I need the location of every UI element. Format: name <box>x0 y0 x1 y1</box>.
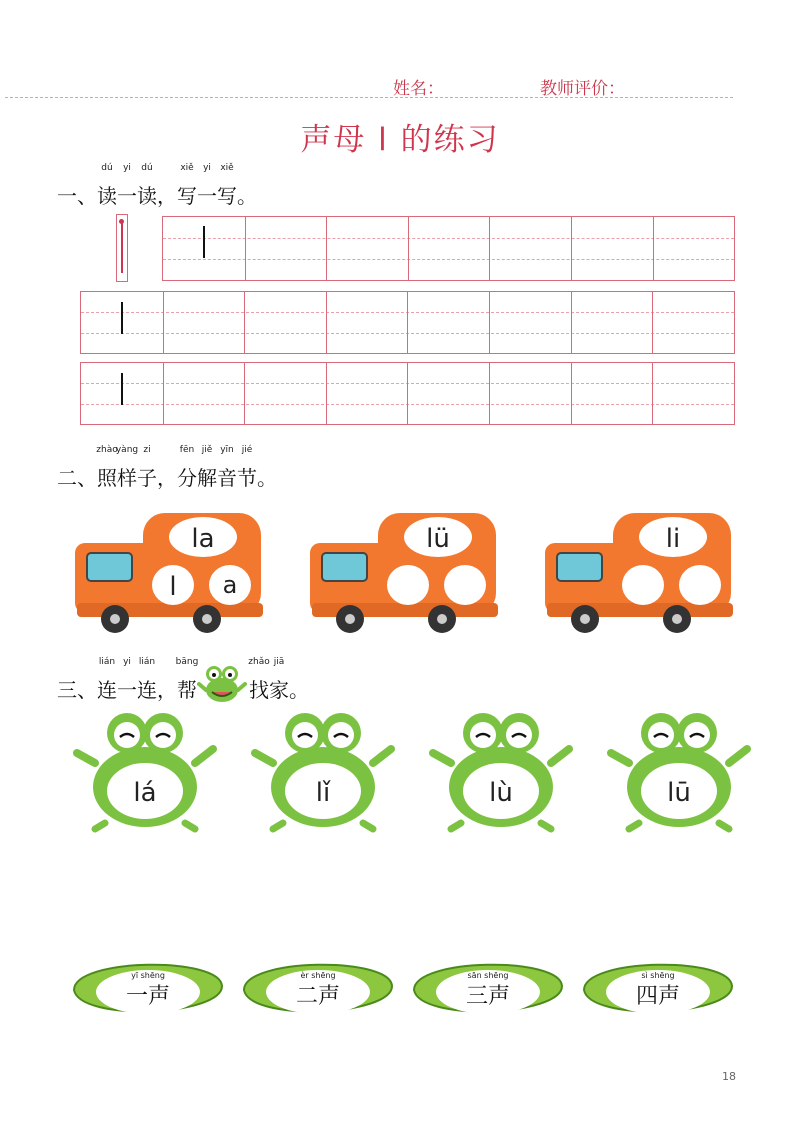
lily-pad-tone: 二声 <box>295 984 341 1009</box>
frog-syllable: lǐ <box>315 778 331 808</box>
section2.words-char: 子 zi <box>137 462 157 491</box>
grid-cell-divider <box>163 363 164 424</box>
stroke-start-dot-icon <box>119 219 124 224</box>
truck <box>545 513 733 633</box>
hubcap-icon <box>345 614 355 624</box>
frogs-area <box>60 705 760 835</box>
frog-syllable: lù <box>489 778 513 808</box>
grid-cell-divider <box>489 292 490 353</box>
section3.words_after-char: 。 <box>289 678 309 702</box>
section2-number: 二、 <box>57 466 97 490</box>
pinyin-annotation: yīn <box>220 445 234 455</box>
truck-window <box>87 553 132 581</box>
pinyin-annotation: dú <box>141 163 153 173</box>
truck-window <box>322 553 367 581</box>
section2.words-char: 。 <box>257 466 277 490</box>
letter-l-sample <box>121 373 123 405</box>
lily-pad-pinyin: sì shēng <box>641 971 675 980</box>
frog <box>77 713 213 829</box>
lily-pad-tone: 四声 <box>635 984 681 1009</box>
grid-cell-divider <box>571 363 572 424</box>
pinyin-annotation: bāng <box>175 657 199 667</box>
section1.words-char: 。 <box>237 184 257 208</box>
grid-cell-divider <box>571 292 572 353</box>
truck <box>310 513 498 633</box>
final-bubble[interactable] <box>444 565 486 605</box>
lily-pad[interactable] <box>584 965 732 1014</box>
writing-grid-row-2[interactable] <box>80 291 735 354</box>
frog <box>433 713 569 829</box>
grid-cell-divider <box>653 217 654 280</box>
section2.words-char: 节 jié <box>237 462 257 491</box>
grid-cell-divider <box>326 363 327 424</box>
section3.words_before-char: ， <box>157 678 177 702</box>
pinyin-annotation: jiě <box>201 445 213 455</box>
initial-bubble[interactable] <box>387 565 429 605</box>
section1.words-char: ， <box>157 184 177 208</box>
name-label: 姓名： <box>393 79 444 99</box>
truck-syllable: lü <box>426 524 450 554</box>
page-number: 18 <box>722 1070 736 1083</box>
header-divider <box>5 97 733 98</box>
guide-line <box>163 259 734 260</box>
grid-cell-divider <box>407 292 408 353</box>
frog-inline-icon <box>197 682 249 702</box>
section2.words-char: 照 zhào <box>97 462 117 491</box>
grid-cell-divider <box>408 217 409 280</box>
pinyin-annotation: jiā <box>273 657 285 667</box>
pinyin-annotation: dú <box>101 163 113 173</box>
section3.words_after-char: 家 jiā <box>269 674 289 703</box>
letter-l-sample <box>121 302 123 334</box>
pinyin-annotation: xiě <box>220 163 234 173</box>
grid-cell-divider <box>244 363 245 424</box>
section1.words-char: 一 yi <box>117 180 137 209</box>
grid-cell-divider <box>489 363 490 424</box>
section3.words_before-char: 连 lián <box>137 674 157 703</box>
leaves-area <box>60 950 760 1030</box>
section2.words-char: ， <box>157 466 177 490</box>
lily-pad-tone: 一声 <box>125 984 171 1009</box>
grid-cell-divider <box>652 292 653 353</box>
grid-cell-divider <box>326 292 327 353</box>
truck-final: a <box>222 571 238 599</box>
section3.words_after-char: 找 zhǎo <box>249 674 269 703</box>
hubcap-icon <box>437 614 447 624</box>
pinyin-annotation: zhǎo <box>248 657 270 667</box>
grid-cell-divider <box>245 217 246 280</box>
lily-pad[interactable] <box>244 965 392 1014</box>
truck-initial: l <box>169 572 177 602</box>
frog <box>255 713 391 829</box>
frog-syllable: lá <box>133 778 157 808</box>
truck-syllable: la <box>191 524 215 554</box>
grid-cell-divider <box>163 292 164 353</box>
hubcap-icon <box>672 614 682 624</box>
trucks-area <box>70 500 760 640</box>
pinyin-annotation: xiě <box>180 163 194 173</box>
section2.words-char: 音 yīn <box>217 462 237 491</box>
lily-pad-pinyin: yī shēng <box>131 971 165 980</box>
pinyin-annotation: jié <box>241 445 253 455</box>
stroke-arrow-icon <box>121 221 123 273</box>
pinyin-annotation: zi <box>143 445 151 455</box>
hubcap-icon <box>110 614 120 624</box>
section1-number: 一、 <box>57 184 97 208</box>
section2-heading <box>57 445 277 491</box>
lily-pad-pinyin: èr shēng <box>300 971 336 980</box>
hubcap-icon <box>202 614 212 624</box>
section3.words_before-char: 一 yi <box>117 674 137 703</box>
lily-pad[interactable] <box>74 965 222 1014</box>
section2.words-char: 解 jiě <box>197 462 217 491</box>
section3-number: 三、 <box>57 678 97 702</box>
section1.words-char: 读 dú <box>97 180 117 209</box>
grid-cell-divider <box>244 292 245 353</box>
section2.words-char: 样 yàng <box>117 462 137 491</box>
pinyin-annotation: lián <box>98 657 116 667</box>
lily-pad-tone: 三声 <box>465 984 511 1009</box>
grid-cell-divider <box>652 363 653 424</box>
section1.words-char: 读 dú <box>137 180 157 209</box>
section3.words_before-char: 连 lián <box>97 674 117 703</box>
grid-cell-divider <box>571 217 572 280</box>
pinyin-annotation: fēn <box>179 445 195 455</box>
section1.words-char: 写 xiě <box>217 180 237 209</box>
stroke-order-demo <box>116 214 128 282</box>
writing-grid-row-3[interactable] <box>80 362 735 425</box>
writing-grid-row-1[interactable] <box>162 216 735 281</box>
truck-window <box>557 553 602 581</box>
grid-cell-divider <box>489 217 490 280</box>
pinyin-annotation: lián <box>138 657 156 667</box>
section1-heading <box>57 163 257 209</box>
pinyin-annotation: zhào <box>96 445 118 455</box>
pinyin-annotation: yi <box>123 657 131 667</box>
truck-syllable: li <box>665 524 681 554</box>
grid-cell-divider <box>407 363 408 424</box>
truck <box>75 513 263 633</box>
initial-bubble[interactable] <box>622 565 664 605</box>
section1.words-char: 一 yi <box>197 180 217 209</box>
pinyin-annotation: yi <box>123 163 131 173</box>
frog <box>611 713 747 829</box>
lily-pad-pinyin: sān shēng <box>467 971 509 980</box>
pinyin-annotation: yàng <box>115 445 139 455</box>
teacher-evaluation-label: 教师评价： <box>540 79 625 99</box>
hubcap-icon <box>580 614 590 624</box>
final-bubble[interactable] <box>679 565 721 605</box>
frog-syllable: lū <box>667 778 691 808</box>
grid-cell-divider <box>326 217 327 280</box>
section2.words-char: 分 fēn <box>177 462 197 491</box>
pinyin-annotation: yi <box>203 163 211 173</box>
letter-l-sample <box>203 226 205 258</box>
lily-pad[interactable] <box>414 965 562 1014</box>
section1.words-char: 写 xiě <box>177 180 197 209</box>
section3.words_before-char: 帮 bāng <box>177 674 197 703</box>
page-title: 声母 l 的练习 <box>300 122 500 158</box>
section3-heading <box>57 657 309 703</box>
guide-line <box>163 238 734 239</box>
